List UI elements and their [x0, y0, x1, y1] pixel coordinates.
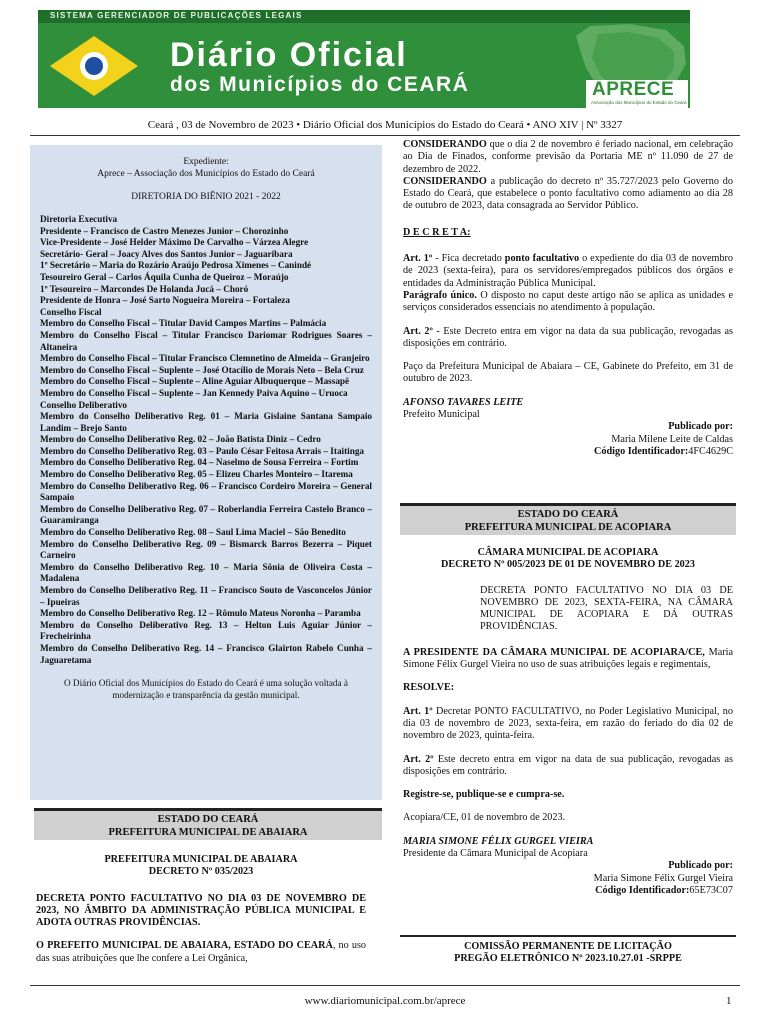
acopiara-art1-text: Decretar PONTO FACULTATIVO, no Poder Legislativo Municipal, no dia 03 de novembro de 2023, sexta-feira, em razão do feriado do dia 02 de novembro de 2023, quinta-feira.	[403, 705, 733, 742]
considerando-1	[403, 139, 733, 176]
abaiara-signer: AFONSO TAVARES LEITE	[403, 396, 524, 408]
page-number: 1	[726, 995, 732, 1007]
expediente-line: Membro do Conselho Deliberativo Reg. 06 – Francisco Cordeiro Moreira – General Sampaio	[40, 480, 372, 503]
aprece-logo: APRECE	[592, 79, 675, 100]
expediente-line: Membro do Conselho Fiscal – Suplente – José Otacílio de Morais Neto – Bela Cruz	[40, 364, 364, 375]
expediente-line: Presidente de Honra – José Sarto Nogueira Moreira – Fortaleza	[40, 295, 290, 306]
expediente-line: Membro do Conselho Deliberativo Reg. 04 – Naselmo de Sousa Ferreira – Fortim	[40, 457, 359, 468]
abaiara-art1-bold: ponto facultativo	[504, 253, 580, 265]
expediente-line: Conselho Deliberativo	[40, 399, 128, 410]
abaiara-summary: DECRETA PONTO FACULTATIVO NO DIA 03 DE NOVEMBRO DE 2023, NO ÂMBITO DA ADMINISTRAÇÃO PÚBLICA MUNICIPAL E ADOTA OUTRAS PROVIDÊNCIAS.	[36, 892, 366, 929]
abaiara-decree	[36, 854, 366, 976]
abaiara-paragrafo-label: Parágrafo único.	[403, 289, 477, 301]
acopiara-header-state: ESTADO DO CEARÁ	[517, 509, 619, 520]
expediente-line: Conselho Fiscal	[40, 306, 102, 317]
expediente-line: Membro do Conselho Deliberativo Reg. 05 – Elizeu Charles Monteiro – Itarema	[40, 469, 353, 480]
acopiara-signer: MARIA SIMONE FÉLIX GURGEL VIEIRA	[403, 835, 594, 847]
considerando-2	[403, 176, 733, 213]
expediente-org: Aprece – Associação dos Municípios do Estado do Ceará	[97, 169, 315, 179]
expediente-line: Vice-Presidente – José Helder Máximo De Carvalho – Várzea Alegre	[40, 237, 309, 248]
system-label: SISTEMA GERENCIADOR DE PUBLICAÇÕES LEGAIS	[50, 11, 303, 20]
acopiara-header	[400, 503, 736, 535]
expediente-line: Membro do Conselho Fiscal – Suplente – Aline Aguiar Albuquerque – Massapê	[40, 376, 350, 387]
expediente-line: 1º Secretário – Maria do Rozário Araújo Pedrosa Ximenes – Canindé	[40, 260, 312, 271]
abaiara-art1	[403, 253, 733, 290]
expediente-line: Membro do Conselho Deliberativo Reg. 02 – João Batista Diniz – Cedro	[40, 434, 321, 445]
aprece-subtitle: Associação dos Municípios do Estado do Ceará	[591, 100, 687, 105]
abaiara-art1-label: Art. 1º	[403, 253, 433, 265]
abaiara-art1-post: o expediente do dia 03 de novembro de 2023 (sexta-feira), para os servidores/empregados públicos dos órgãos e entidades da Administração Pública Municipal.	[403, 253, 734, 289]
expediente-box	[30, 145, 382, 800]
abaiara-art2-label: Art. 2º	[403, 325, 433, 337]
pregao-title: PREGÃO ELETRÔNICO Nº 2023.10.27.01 -SRPPE	[454, 953, 682, 965]
acopiara-decree-number: DECRETO Nº 005/2023 DE 01 DE NOVEMBRO DE 2023	[441, 559, 695, 571]
abaiara-header-prefeitura: PREFEITURA MUNICIPAL DE ABAIARA	[108, 826, 308, 838]
acopiara-chamber: CÂMARA MUNICIPAL DE ACOPIARA	[477, 547, 659, 558]
expediente-directory: DIRETORIA DO BIÊNIO 2021 - 2022	[131, 192, 281, 202]
acopiara-code	[403, 885, 733, 897]
acopiara-art2-label: Art. 2º	[403, 753, 434, 765]
abaiara-intro-bold: O PREFEITO MUNICIPAL DE ABAIARA, ESTADO DO CEARÁ	[36, 940, 333, 952]
acopiara-art2-text: Este decreto entra em vigor na data de sua publicação, revogadas as disposições em contrário.	[403, 753, 733, 777]
considerando-1-text: que o dia 2 de novembro é feriado nacional, em celebração ao Dia de Finados, conforme previsão da Portaria ME nº 11.090 de 27 de dezembro de 2022.	[403, 139, 733, 175]
abaiara-header-state: ESTADO DO CEARÁ	[157, 814, 259, 825]
considerando-2-text: a publicação do decreto nº 35.727/2023 pelo Governo do Estado do Ceará, que estabelece o ponto facultativo como adiamento ao dia 28 de outubro de 2023, data consagrada ao Servidor Público.	[403, 175, 733, 212]
acopiara-published-label: Publicado por:	[668, 860, 733, 872]
expediente-line: Membro do Conselho Deliberativo Reg. 11 – Francisco Souto de Vasconcelos Júnior – Ipueiras	[40, 585, 372, 607]
acopiara-art2	[403, 754, 733, 779]
dateline: Ceará , 03 de Novembro de 2023 • Diário Oficial dos Municípios do Estado do Ceará • ANO XIV | Nº 3327	[147, 119, 623, 131]
acopiara-decree	[403, 547, 733, 897]
acopiara-art1	[403, 706, 733, 743]
acopiara-place-date: Acopiara/CE, 01 de novembro de 2023.	[403, 812, 566, 824]
acopiara-registre: Registre-se, publique-se e cumpra-se.	[403, 789, 565, 801]
expediente-line: Membro do Conselho Deliberativo Reg. 12 – Rômulo Mateus Noronha – Paramba	[40, 608, 361, 619]
acopiara-intro	[403, 647, 733, 672]
expediente-line: Tesoureiro Geral – Carlos Áquila Cunha de Queiroz – Moraújo	[40, 271, 289, 282]
expediente-footer: O Diário Oficial dos Municípios do Estado do Ceará é uma solução voltada à modernização e transparência da gestão municipal.	[64, 678, 348, 701]
title-diario-oficial: Diário Oficial	[170, 36, 408, 74]
ceara-flag-icon	[46, 32, 142, 100]
expediente-line: Membro do Conselho Deliberativo Reg. 13 – Helton Luis Aguiar Júnior – Frecheirinha	[40, 619, 372, 642]
abaiara-code-label: Código Identificador:	[594, 445, 689, 457]
expediente-line: Diretoria Executiva	[40, 214, 118, 224]
commission-title: COMISSÃO PERMANENTE DE LICITAÇÃO	[464, 941, 672, 952]
acopiara-art1-label: Art. 1º	[403, 705, 433, 717]
considerando-2-label: CONSIDERANDO	[403, 175, 487, 187]
expediente-line: 1º Tesoureiro – Marcondes De Holanda Jucá – Choró	[40, 283, 249, 294]
abaiara-continuation	[403, 139, 733, 458]
acopiara-resolve: RESOLVE:	[403, 682, 455, 694]
acopiara-header-prefeitura: PREFEITURA MUNICIPAL DE ACOPIARA	[464, 521, 672, 533]
decreta-heading: D E C R E T A:	[403, 226, 471, 238]
acopiara-signer-role: Presidente da Câmara Municipal de Acopiara	[403, 848, 588, 860]
footer-url[interactable]: www.diariomunicipal.com.br/aprece	[304, 995, 466, 1007]
acopiara-intro-rest: Maria Simone Félix Gurgel Vieira no uso de suas atribuições legais e regimentais,	[403, 646, 734, 671]
expediente-line: Presidente – Francisco de Castro Menezes Junior – Chorozinho	[40, 225, 289, 236]
abaiara-art2-text: - Este Decreto entra em vigor na data da sua publicação, revogadas as disposições em contrário.	[403, 325, 734, 349]
title-municipios: dos Municípios do CEARÁ	[170, 73, 470, 96]
abaiara-paragrafo	[403, 290, 733, 315]
expediente-list	[40, 214, 372, 666]
expediente-line: Membro do Conselho Deliberativo Reg. 09 – Bismarck Barros Bezerra – Piquet Carneiro	[40, 538, 372, 561]
masthead	[38, 10, 690, 108]
expediente-line: Membro do Conselho Fiscal – Titular Francisco Dariomar Rodrigues Soares – Altaneira	[40, 329, 372, 352]
expediente-line: Membro do Conselho Deliberativo Reg. 14 – Francisco Glairton Rabelo Cunha – Jaguaretama	[40, 642, 372, 665]
expediente-line: Membro do Conselho Fiscal – Titular Francisco Clemnetino de Almeida – Granjeiro	[40, 353, 370, 364]
expediente-line: Membro do Conselho Deliberativo Reg. 08 – Saul Lima Maciel – São Benedito	[40, 527, 346, 538]
abaiara-published-name: Maria Milene Leite de Caldas	[611, 433, 733, 445]
expediente-line: Membro do Conselho Deliberativo Reg. 03 – Paulo César Feitosa Arrais – Itaitinga	[40, 445, 365, 456]
abaiara-intro-rest: , no uso das suas atribuições que lhe confere a Lei Orgânica,	[36, 940, 367, 964]
abaiara-header	[34, 808, 382, 840]
abaiara-code-value: 4FC4629C	[688, 445, 733, 457]
expediente-line: Membro do Conselho Deliberativo Reg. 10 – Maria Sônia de Oliveira Costa – Madalena	[40, 561, 372, 584]
commission-rule	[400, 935, 736, 937]
abaiara-signer-role: Prefeito Municipal	[403, 409, 480, 421]
abaiara-paco: Paço da Prefeitura Municipal de Abaiara – CE, Gabinete do Prefeito, em 31 de outubro de 2023.	[403, 361, 733, 385]
abaiara-published-label: Publicado por:	[668, 421, 733, 433]
abaiara-intro	[36, 940, 366, 965]
expediente-line: Membro do Conselho Fiscal – Suplente – Jan Kennedy Paiva Aquino – Uruoca	[40, 387, 348, 398]
abaiara-paragrafo-text: O disposto no caput deste artigo não se aplica as unidades e serviços considerados essenciais no atendimento à população.	[403, 289, 733, 314]
abaiara-org: PREFEITURA MUNICIPAL DE ABAIARA	[104, 854, 298, 865]
expediente-line: Secretário- Geral – Joacy Alves dos Santos Junior – Jaguaribara	[40, 248, 293, 259]
commission-header	[403, 941, 733, 966]
abaiara-art1-pre: - Fica decretado	[432, 253, 505, 265]
acopiara-summary: DECRETA PONTO FACULTATIVO NO DIA 03 DE NOVEMBRO DE 2023, SEXTA-FEIRA, NA CÂMARA MUNICIPAL DE ACOPIARA E DÁ OUTRAS PROVIDÊNCIAS.	[480, 584, 733, 633]
abaiara-code	[403, 446, 733, 458]
acopiara-intro-bold: A PRESIDENTE DA CÂMARA MUNICIPAL DE ACOPIARA/CE,	[403, 646, 705, 658]
abaiara-art2	[403, 326, 733, 351]
considerando-1-label: CONSIDERANDO	[403, 139, 487, 150]
expediente-line: Membro do Conselho Deliberativo Reg. 01 – Maria Gislaine Santana Sampaio Landim – Brejo Santo	[40, 411, 372, 433]
acopiara-code-value: 65E73C07	[689, 884, 733, 896]
bottom-rule	[30, 985, 740, 986]
acopiara-published-name: Maria Simone Félix Gurgel Vieira	[593, 872, 733, 884]
abaiara-decree-number: DECRETO Nº 035/2023	[148, 866, 254, 878]
expediente-title: Expediente:	[183, 157, 229, 167]
expediente-line: Membro do Conselho Deliberativo Reg. 07 – Roberlandia Ferreira Castelo Branco – Guaramiranga	[40, 503, 372, 526]
expediente-line: Membro do Conselho Fiscal – Titular David Campos Martins – Palmácia	[40, 318, 327, 329]
top-rule	[30, 135, 740, 136]
acopiara-code-label: Código Identificador:	[595, 884, 690, 896]
